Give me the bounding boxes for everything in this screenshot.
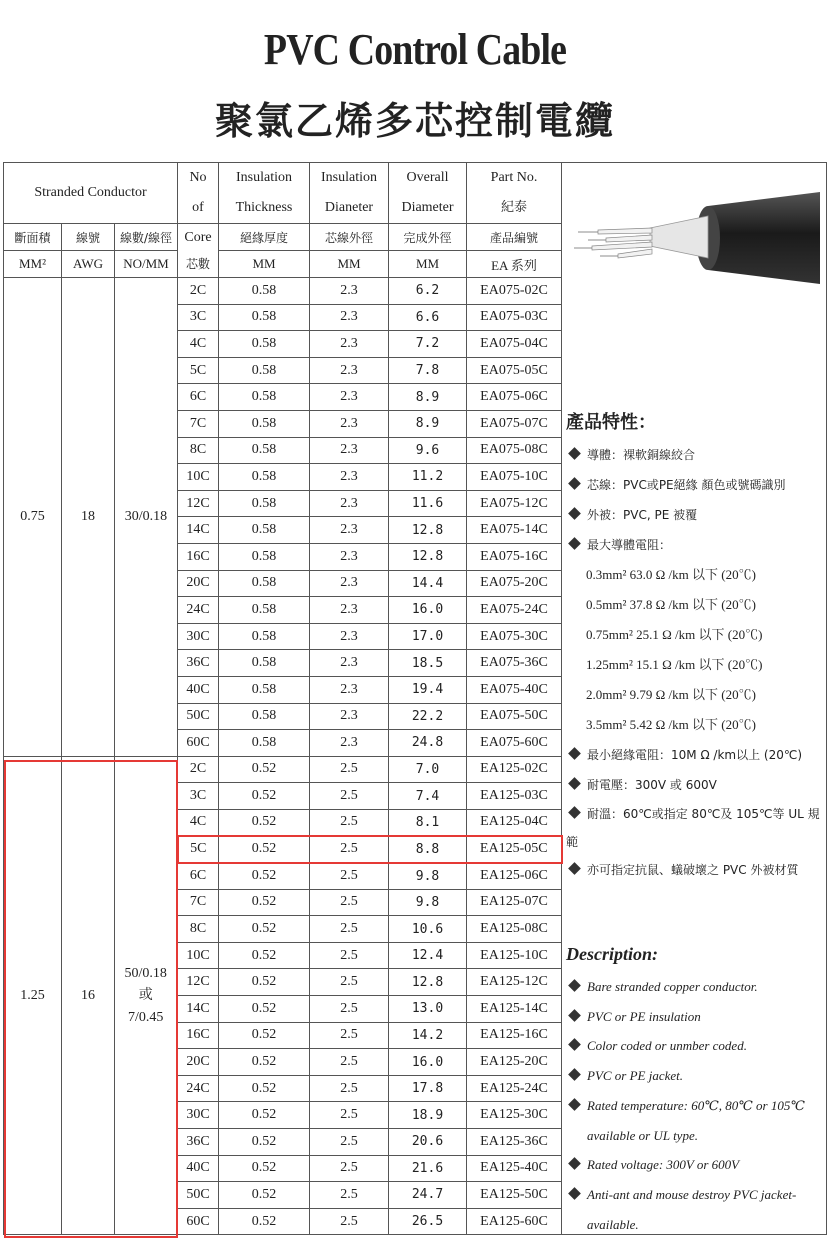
cell-core: 6C: [178, 863, 219, 890]
cell-core: 2C: [178, 756, 219, 783]
feature-item: 導體：裸軟銅線絞合: [566, 440, 828, 470]
cell-overall-diameter: 14.2: [389, 1022, 467, 1049]
cell-overall-diameter: 7.4: [389, 783, 467, 810]
cell-overall-diameter: 19.4: [389, 676, 467, 703]
description-item: PVC or PE jacket.: [566, 1061, 828, 1091]
description-item: Rated voltage: 300V or 600V: [566, 1150, 828, 1180]
cell-insulation-thickness: 0.52: [219, 1075, 310, 1102]
cell-part-no: EA075-05C: [467, 357, 562, 384]
header-overall-diameter: Overall Diameter: [389, 163, 467, 224]
cell-overall-diameter: 12.8: [389, 517, 467, 544]
cell-area: 0.75: [4, 278, 62, 757]
cell-overall-diameter: 12.8: [389, 543, 467, 570]
cell-part-no: EA075-14C: [467, 517, 562, 544]
diamond-bullet-icon: [568, 1157, 581, 1170]
cell-part-no: EA125-16C: [467, 1022, 562, 1049]
cell-overall-diameter: 10.6: [389, 916, 467, 943]
cell-part-no: EA075-20C: [467, 570, 562, 597]
cell-insulation-thickness: 0.58: [219, 650, 310, 677]
cell-overall-diameter: 9.8: [389, 863, 467, 890]
header-part-no: Part No. 紀泰: [467, 163, 562, 224]
cell-insulation-diameter: 2.5: [310, 996, 389, 1023]
cell-overall-diameter: 12.4: [389, 942, 467, 969]
cell-part-no: EA075-03C: [467, 304, 562, 331]
cell-core: 20C: [178, 1049, 219, 1076]
cell-insulation-diameter: 2.3: [310, 357, 389, 384]
cell-insulation-diameter: 2.3: [310, 676, 389, 703]
header-no-of-core: No of: [178, 163, 219, 224]
cell-part-no: EA075-24C: [467, 597, 562, 624]
cell-insulation-thickness: 0.52: [219, 1049, 310, 1076]
features-list: [566, 440, 828, 884]
cell-part-no: EA075-10C: [467, 464, 562, 491]
cell-insulation-diameter: 2.3: [310, 464, 389, 491]
cell-insulation-diameter: 2.3: [310, 623, 389, 650]
cell-insulation-thickness: 0.52: [219, 996, 310, 1023]
cell-overall-diameter: 8.1: [389, 809, 467, 836]
header-zh-part: 產品編號: [467, 224, 562, 251]
feature-item: 0.5mm² 37.8 Ω /km 以下 (20℃): [586, 597, 756, 612]
cell-part-no: EA075-08C: [467, 437, 562, 464]
description-item: Rated temperature: 60℃, 80℃ or 105℃ available or UL type.: [566, 1091, 828, 1150]
cell-overall-diameter: 8.9: [389, 384, 467, 411]
cell-core: 36C: [178, 1129, 219, 1156]
cell-insulation-thickness: 0.58: [219, 357, 310, 384]
cell-insulation-thickness: 0.52: [219, 1102, 310, 1129]
cell-insulation-diameter: 2.5: [310, 969, 389, 996]
header-zh-overall: 完成外徑: [389, 224, 467, 251]
cell-insulation-diameter: 2.3: [310, 730, 389, 757]
cell-overall-diameter: 6.2: [389, 278, 467, 305]
cell-insulation-thickness: 0.52: [219, 916, 310, 943]
cell-overall-diameter: 7.0: [389, 756, 467, 783]
unit-awg: AWG: [62, 251, 115, 278]
cell-part-no: EA075-50C: [467, 703, 562, 730]
cell-insulation-diameter: 2.3: [310, 331, 389, 358]
cell-core: 50C: [178, 1182, 219, 1209]
cell-insulation-diameter: 2.5: [310, 1129, 389, 1156]
feature-item: 3.5mm² 5.42 Ω /km 以下 (20℃): [586, 717, 756, 732]
cell-insulation-thickness: 0.58: [219, 543, 310, 570]
cell-insulation-diameter: 2.5: [310, 889, 389, 916]
cell-insulation-thickness: 0.58: [219, 623, 310, 650]
cell-core: 8C: [178, 437, 219, 464]
cell-insulation-diameter: 2.5: [310, 1022, 389, 1049]
description-title: Description:: [566, 944, 658, 964]
cell-insulation-thickness: 0.58: [219, 730, 310, 757]
cell-part-no: EA125-14C: [467, 996, 562, 1023]
cell-insulation-thickness: 0.52: [219, 1155, 310, 1182]
cell-overall-diameter: 17.8: [389, 1075, 467, 1102]
cell-overall-diameter: 16.0: [389, 597, 467, 624]
cell-part-no: EA125-05C: [467, 836, 562, 863]
cell-overall-diameter: 26.5: [389, 1208, 467, 1235]
cell-part-no: EA075-30C: [467, 623, 562, 650]
cell-insulation-diameter: 2.3: [310, 384, 389, 411]
cell-insulation-thickness: 0.58: [219, 384, 310, 411]
cell-part-no: EA125-20C: [467, 1049, 562, 1076]
cell-insulation-diameter: 2.3: [310, 304, 389, 331]
cell-insulation-diameter: 2.5: [310, 1208, 389, 1235]
cell-insulation-thickness: 0.52: [219, 969, 310, 996]
cell-part-no: EA125-36C: [467, 1129, 562, 1156]
cell-core: 14C: [178, 517, 219, 544]
cell-insulation-thickness: 0.52: [219, 783, 310, 810]
feature-item: 最小絕緣電阻：10M Ω /km以上 (20℃): [566, 740, 828, 770]
cell-core: 7C: [178, 889, 219, 916]
header-zh-area: 斷面積: [4, 224, 62, 251]
cell-part-no: EA125-12C: [467, 969, 562, 996]
cell-overall-diameter: 20.6: [389, 1129, 467, 1156]
cell-part-no: EA125-50C: [467, 1182, 562, 1209]
cell-insulation-diameter: 2.5: [310, 836, 389, 863]
cell-overall-diameter: 24.7: [389, 1182, 467, 1209]
feature-item: 最大導體電阻：: [566, 530, 828, 560]
cell-part-no: EA075-02C: [467, 278, 562, 305]
description-item: Bare stranded copper conductor.: [566, 972, 828, 1002]
cell-insulation-diameter: 2.5: [310, 783, 389, 810]
cell-part-no: EA125-04C: [467, 809, 562, 836]
cell-overall-diameter: 12.8: [389, 969, 467, 996]
cell-insulation-thickness: 0.58: [219, 703, 310, 730]
diamond-bullet-icon: [568, 1068, 581, 1081]
cell-insulation-diameter: 2.5: [310, 1182, 389, 1209]
cell-insulation-diameter: 2.3: [310, 517, 389, 544]
cell-part-no: EA125-07C: [467, 889, 562, 916]
cell-awg: 16: [62, 756, 115, 1235]
cell-insulation-diameter: 2.5: [310, 1075, 389, 1102]
diamond-bullet-icon: [568, 537, 581, 550]
header-insulation-diameter: Insulation Dianeter: [310, 163, 389, 224]
cell-no-mm: 30/0.18: [115, 278, 178, 757]
header-insulation-thickness: Insulation Thickness: [219, 163, 310, 224]
cell-overall-diameter: 24.8: [389, 730, 467, 757]
header-zh-ins-dia: 芯線外徑: [310, 224, 389, 251]
cell-part-no: EA075-36C: [467, 650, 562, 677]
cell-overall-diameter: 9.6: [389, 437, 467, 464]
cell-insulation-diameter: 2.5: [310, 916, 389, 943]
cell-core: 5C: [178, 357, 219, 384]
cell-part-no: EA075-04C: [467, 331, 562, 358]
cell-overall-diameter: 13.0: [389, 996, 467, 1023]
cell-insulation-thickness: 0.52: [219, 1129, 310, 1156]
cell-part-no: EA075-16C: [467, 543, 562, 570]
cell-insulation-diameter: 2.3: [310, 410, 389, 437]
cell-insulation-thickness: 0.58: [219, 304, 310, 331]
diamond-bullet-icon: [568, 806, 581, 819]
cell-insulation-diameter: 2.5: [310, 942, 389, 969]
cell-overall-diameter: 22.2: [389, 703, 467, 730]
cell-insulation-diameter: 2.3: [310, 570, 389, 597]
cell-insulation-thickness: 0.52: [219, 1208, 310, 1235]
description-item: PVC or PE insulation: [566, 1002, 828, 1032]
cell-overall-diameter: 9.8: [389, 889, 467, 916]
cell-insulation-diameter: 2.3: [310, 543, 389, 570]
cell-overall-diameter: 18.5: [389, 650, 467, 677]
cell-no-mm: 50/0.18 或 7/0.45: [115, 756, 178, 1235]
diamond-bullet-icon: [568, 477, 581, 490]
cell-core: 4C: [178, 809, 219, 836]
feature-item: 1.25mm² 15.1 Ω /km 以下 (20℃): [586, 657, 763, 672]
diamond-bullet-icon: [568, 447, 581, 460]
cell-core: 16C: [178, 543, 219, 570]
cell-core: 24C: [178, 597, 219, 624]
unit-overall: MM: [389, 251, 467, 278]
diamond-bullet-icon: [568, 777, 581, 790]
cell-core: 3C: [178, 304, 219, 331]
diamond-bullet-icon: [568, 507, 581, 520]
cell-insulation-thickness: 0.58: [219, 278, 310, 305]
page-title: PVC Control Cable: [263, 25, 567, 74]
cell-insulation-diameter: 2.5: [310, 1102, 389, 1129]
cell-insulation-thickness: 0.52: [219, 889, 310, 916]
cell-part-no: EA125-30C: [467, 1102, 562, 1129]
cell-core: 40C: [178, 1155, 219, 1182]
unit-no-mm: NO/MM: [115, 251, 178, 278]
cell-part-no: EA125-10C: [467, 942, 562, 969]
cell-area: 1.25: [4, 756, 62, 1235]
cell-insulation-thickness: 0.52: [219, 1182, 310, 1209]
cell-insulation-diameter: 2.3: [310, 490, 389, 517]
cell-insulation-diameter: 2.3: [310, 437, 389, 464]
cell-overall-diameter: 16.0: [389, 1049, 467, 1076]
cell-core: 4C: [178, 331, 219, 358]
unit-area: MM²: [4, 251, 62, 278]
diamond-bullet-icon: [568, 1039, 581, 1052]
cell-part-no: EA125-40C: [467, 1155, 562, 1182]
unit-ins-thick: MM: [219, 251, 310, 278]
cell-insulation-thickness: 0.58: [219, 464, 310, 491]
feature-item: 0.75mm² 25.1 Ω /km 以下 (20℃): [586, 627, 763, 642]
cell-core: 10C: [178, 942, 219, 969]
cell-part-no: EA125-08C: [467, 916, 562, 943]
cell-overall-diameter: 11.2: [389, 464, 467, 491]
feature-item: 0.3mm² 63.0 Ω /km 以下 (20℃): [586, 567, 756, 582]
cell-insulation-diameter: 2.3: [310, 597, 389, 624]
header-stranded-conductor: Stranded Conductor: [4, 163, 178, 224]
page-title-chinese: 聚氯乙烯多芯控制電纜: [214, 99, 615, 143]
cell-core: 30C: [178, 623, 219, 650]
cell-insulation-diameter: 2.5: [310, 756, 389, 783]
cell-overall-diameter: 17.0: [389, 623, 467, 650]
cell-core: 30C: [178, 1102, 219, 1129]
cell-core: 7C: [178, 410, 219, 437]
cell-overall-diameter: 8.9: [389, 410, 467, 437]
diamond-bullet-icon: [568, 979, 581, 992]
cell-core: 14C: [178, 996, 219, 1023]
cell-insulation-thickness: 0.58: [219, 570, 310, 597]
feature-item: 芯線：PVC或PE絕緣 顏色或號碼識別: [566, 470, 828, 500]
cell-core: 20C: [178, 570, 219, 597]
cell-insulation-thickness: 0.52: [219, 809, 310, 836]
cell-core: 3C: [178, 783, 219, 810]
cell-core: 40C: [178, 676, 219, 703]
cell-core: 60C: [178, 730, 219, 757]
cell-core: 8C: [178, 916, 219, 943]
cell-insulation-thickness: 0.58: [219, 597, 310, 624]
cell-insulation-diameter: 2.3: [310, 278, 389, 305]
diamond-bullet-icon: [568, 862, 581, 875]
cell-insulation-thickness: 0.52: [219, 1022, 310, 1049]
feature-item: 耐溫：60℃或指定 80℃及 105℃等 UL 規範: [566, 807, 820, 849]
cell-insulation-thickness: 0.52: [219, 836, 310, 863]
cell-insulation-diameter: 2.5: [310, 809, 389, 836]
cell-part-no: EA125-60C: [467, 1208, 562, 1235]
cell-insulation-thickness: 0.52: [219, 942, 310, 969]
cell-overall-diameter: 8.8: [389, 836, 467, 863]
cell-part-no: EA075-12C: [467, 490, 562, 517]
cell-core: 24C: [178, 1075, 219, 1102]
cell-overall-diameter: 6.6: [389, 304, 467, 331]
features-title: 產品特性：: [566, 412, 656, 433]
cable-photo: [568, 188, 824, 288]
cell-overall-diameter: 7.2: [389, 331, 467, 358]
cell-part-no: EA125-24C: [467, 1075, 562, 1102]
cell-core: 6C: [178, 384, 219, 411]
cell-awg: 18: [62, 278, 115, 757]
cell-overall-diameter: 7.8: [389, 357, 467, 384]
header-zh-no-mm: 線數/線徑: [115, 224, 178, 251]
feature-item: 耐電壓：300V 或 600V: [566, 770, 828, 800]
cell-core: 50C: [178, 703, 219, 730]
cell-insulation-thickness: 0.58: [219, 676, 310, 703]
description-item: Anti-ant and mouse destroy PVC jacket- available.: [566, 1180, 828, 1239]
diamond-bullet-icon: [568, 747, 581, 760]
header-zh-awg: 線號: [62, 224, 115, 251]
cell-core: 5C: [178, 836, 219, 863]
description-list: [566, 972, 828, 1239]
diamond-bullet-icon: [568, 1009, 581, 1022]
cell-part-no: EA075-06C: [467, 384, 562, 411]
cell-core: 12C: [178, 490, 219, 517]
description-item: Color coded or unmber coded.: [566, 1031, 828, 1061]
cell-part-no: EA125-06C: [467, 863, 562, 890]
cell-insulation-thickness: 0.58: [219, 490, 310, 517]
cell-insulation-thickness: 0.58: [219, 437, 310, 464]
cell-insulation-diameter: 2.3: [310, 650, 389, 677]
unit-part: EA 系列: [467, 251, 562, 278]
header-core-label: Core 芯數: [178, 224, 219, 278]
feature-item: 亦可指定抗鼠、蟻破壞之 PVC 外被材質: [566, 856, 828, 884]
cell-part-no: EA075-60C: [467, 730, 562, 757]
cell-overall-diameter: 14.4: [389, 570, 467, 597]
cell-insulation-thickness: 0.58: [219, 517, 310, 544]
cell-overall-diameter: 11.6: [389, 490, 467, 517]
cell-part-no: EA075-07C: [467, 410, 562, 437]
cell-core: 2C: [178, 278, 219, 305]
feature-item: 外被：PVC, PE 被覆: [566, 500, 828, 530]
header-zh-ins-thick: 絕緣厚度: [219, 224, 310, 251]
feature-item: 2.0mm² 9.79 Ω /km 以下 (20℃): [586, 687, 756, 702]
cell-insulation-diameter: 2.5: [310, 1155, 389, 1182]
cell-insulation-thickness: 0.52: [219, 756, 310, 783]
cell-overall-diameter: 18.9: [389, 1102, 467, 1129]
cell-insulation-thickness: 0.58: [219, 331, 310, 358]
diamond-bullet-icon: [568, 1187, 581, 1200]
cell-insulation-diameter: 2.5: [310, 863, 389, 890]
cell-core: 10C: [178, 464, 219, 491]
unit-ins-dia: MM: [310, 251, 389, 278]
cell-core: 12C: [178, 969, 219, 996]
cell-overall-diameter: 21.6: [389, 1155, 467, 1182]
cell-core: 36C: [178, 650, 219, 677]
cell-part-no: EA125-02C: [467, 756, 562, 783]
cell-insulation-thickness: 0.52: [219, 863, 310, 890]
cell-insulation-diameter: 2.5: [310, 1049, 389, 1076]
cell-insulation-diameter: 2.3: [310, 703, 389, 730]
cell-part-no: EA075-40C: [467, 676, 562, 703]
cell-core: 16C: [178, 1022, 219, 1049]
cell-insulation-thickness: 0.58: [219, 410, 310, 437]
diamond-bullet-icon: [568, 1098, 581, 1111]
cell-part-no: EA125-03C: [467, 783, 562, 810]
cell-core: 60C: [178, 1208, 219, 1235]
